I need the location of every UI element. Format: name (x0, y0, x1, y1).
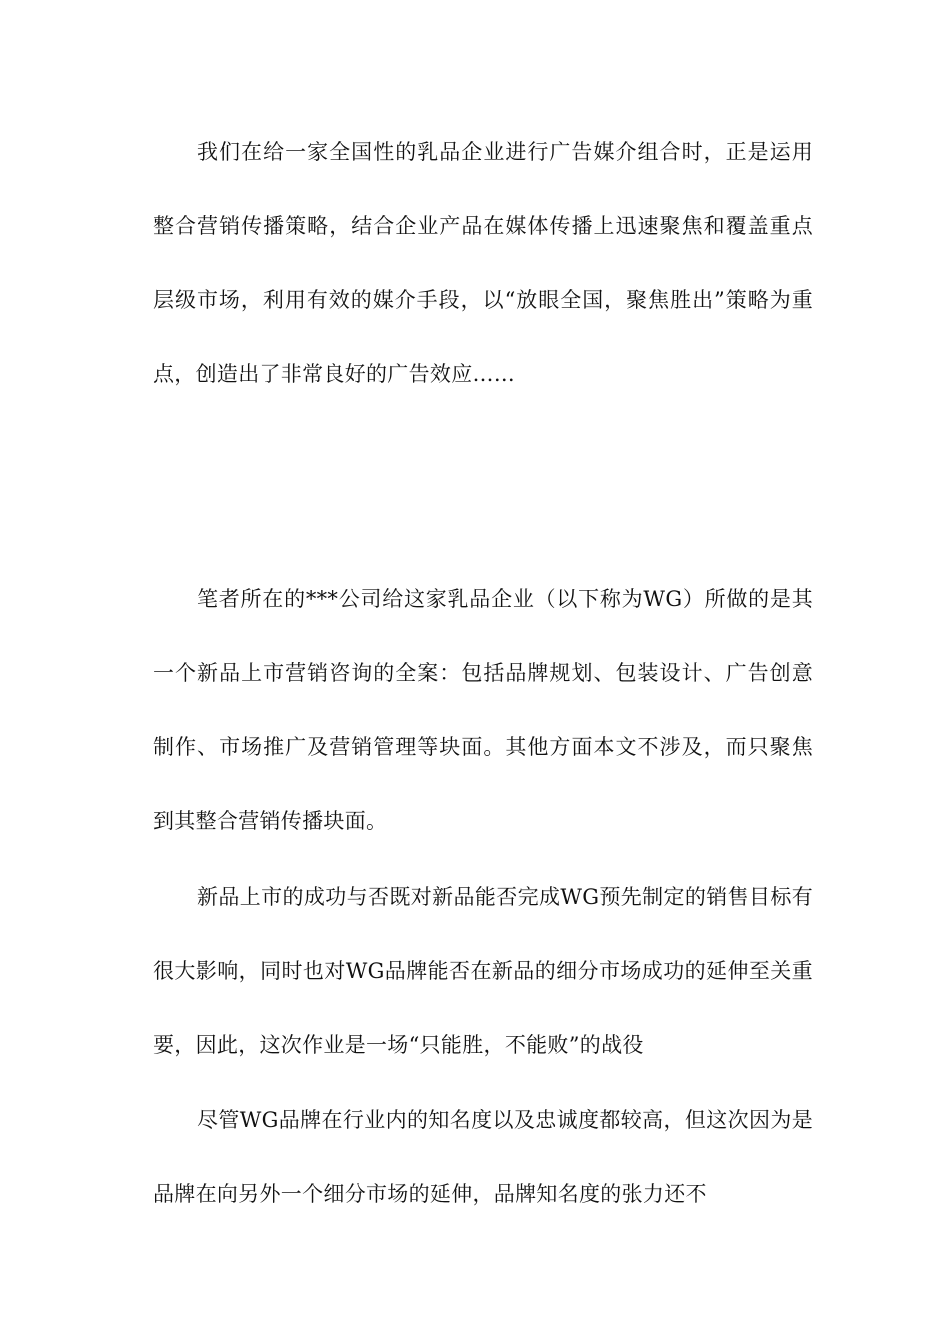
paragraph-intro: 我们在给一家全国性的乳品企业进行广告媒介组合时，正是运用整合营销传播策略，结合企业产品在媒体传播上迅速聚焦和覆盖重点层级市场，利用有效的媒介手段，以“放眼全国，聚焦胜出”策略为重点，创造出了非常良好的广告效应…… (153, 140, 813, 386)
paragraph-launch-importance: 新品上市的成功与否既对新品能否完成WG预先制定的销售目标有很大影响，同时也对WG品牌能否在新品的细分市场成功的延伸至关重要，因此，这次作业是一场“只能胜，不能败”的战役 (153, 885, 813, 1057)
paragraph-brand-awareness: 尽管WG品牌在行业内的知名度以及忠诚度都较高，但这次因为是品牌在向另外一个细分市场的延伸，品牌知名度的张力还不 (153, 1108, 813, 1206)
paragraph-project-scope: 笔者所在的***公司给这家乳品企业（以下称为WG）所做的是其一个新品上市营销咨询的全案：包括品牌规划、包装设计、广告创意制作、市场推广及营销管理等块面。其他方面本文不涉及，而只聚焦到其整合营销传播块面。 (153, 587, 813, 833)
